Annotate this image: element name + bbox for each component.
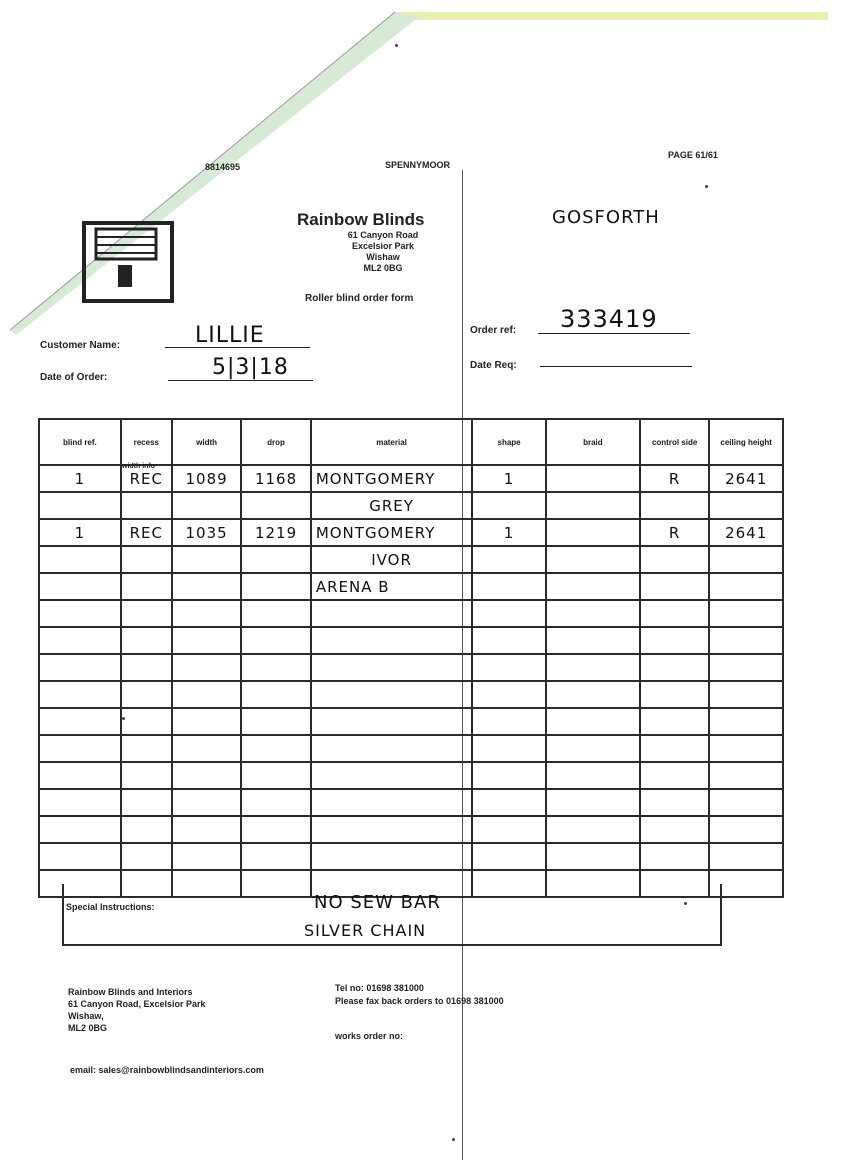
cell-control-side — [640, 573, 709, 600]
cell-width — [172, 573, 241, 600]
cell-shape: 1 — [472, 519, 546, 546]
footer-tel: Tel no: 01698 381000 — [335, 983, 424, 993]
cell-braid — [546, 681, 640, 708]
cell-material — [311, 762, 472, 789]
col-material: material — [311, 419, 472, 465]
cell-recess — [121, 762, 172, 789]
cell-material: MONTGOMERY — [311, 465, 472, 492]
cell-ceiling-height — [709, 816, 783, 843]
cell-ceiling-height — [709, 789, 783, 816]
cell-material — [311, 843, 472, 870]
cell-drop — [241, 681, 310, 708]
location-text: SPENNYMOOR — [385, 160, 451, 170]
col-braid: braid — [546, 419, 640, 465]
table-row — [39, 816, 783, 843]
cell-control-side — [640, 762, 709, 789]
cell-braid — [546, 492, 640, 519]
special-instructions-box — [62, 884, 722, 946]
form-title: Roller blind order form — [305, 293, 414, 304]
table-row — [39, 627, 783, 654]
cell-material: MONTGOMERY — [311, 519, 472, 546]
cell-control-side: R — [640, 465, 709, 492]
footer-company — [68, 986, 206, 1034]
cell-drop — [241, 789, 310, 816]
cell-braid — [546, 600, 640, 627]
cell-material — [311, 708, 472, 735]
scan-speck — [452, 1138, 455, 1141]
col-recess: recess — [121, 419, 172, 465]
cell-width — [172, 654, 241, 681]
cell-ceiling-height — [709, 600, 783, 627]
cell-blind-ref: 1 — [39, 519, 121, 546]
cell-blind-ref — [39, 681, 121, 708]
cell-shape — [472, 492, 546, 519]
cell-width — [172, 492, 241, 519]
cell-braid — [546, 843, 640, 870]
table-row — [39, 546, 783, 573]
cell-control-side — [640, 735, 709, 762]
cell-braid — [546, 708, 640, 735]
table-row — [39, 735, 783, 762]
cell-control-side — [640, 546, 709, 573]
cell-blind-ref: 1 — [39, 465, 121, 492]
table-row — [39, 654, 783, 681]
cell-ceiling-height — [709, 546, 783, 573]
cell-recess — [121, 546, 172, 573]
cell-width — [172, 816, 241, 843]
footer-line: Rainbow Blinds and Interiors — [68, 987, 193, 997]
cell-blind-ref — [39, 735, 121, 762]
cell-width — [172, 708, 241, 735]
cell-drop — [241, 735, 310, 762]
cell-blind-ref — [39, 762, 121, 789]
cell-ceiling-height — [709, 708, 783, 735]
cell-blind-ref — [39, 546, 121, 573]
cell-width — [172, 735, 241, 762]
table-body — [39, 465, 783, 897]
scan-speck — [705, 185, 708, 188]
order-ref-line — [538, 333, 690, 334]
address-line: ML2 0BG — [363, 263, 403, 273]
cell-recess — [121, 627, 172, 654]
cell-control-side — [640, 654, 709, 681]
cell-recess — [121, 573, 172, 600]
cell-control-side — [640, 816, 709, 843]
cell-braid — [546, 735, 640, 762]
address-line: Excelsior Park — [351, 241, 415, 251]
cell-braid — [546, 816, 640, 843]
cell-control-side — [640, 708, 709, 735]
cell-recess — [121, 654, 172, 681]
customer-name-value: LILLIE — [195, 323, 265, 348]
cell-control-side — [640, 843, 709, 870]
footer-email: email: sales@rainbowblindsandinteriors.com — [70, 1065, 264, 1075]
date-of-order-line — [168, 380, 313, 381]
special-instructions-label: Special Instructions: — [66, 902, 155, 912]
width-info-subheader: width info — [122, 463, 156, 470]
phone-partial: 8814695 — [205, 162, 241, 172]
cell-blind-ref — [39, 789, 121, 816]
cell-recess — [121, 600, 172, 627]
cell-control-side — [640, 627, 709, 654]
cell-shape — [472, 789, 546, 816]
cell-shape: 1 — [472, 465, 546, 492]
date-req-line — [540, 366, 692, 367]
footer-line: 61 Canyon Road, Excelsior Park — [68, 999, 206, 1009]
order-table — [38, 418, 784, 898]
cell-width — [172, 762, 241, 789]
cell-shape — [472, 762, 546, 789]
table-row — [39, 762, 783, 789]
branch-handwritten: GOSFORTH — [552, 207, 660, 228]
cell-braid — [546, 789, 640, 816]
cell-material — [311, 735, 472, 762]
cell-blind-ref — [39, 816, 121, 843]
order-ref-label: Order ref: — [470, 325, 517, 336]
cell-braid — [546, 762, 640, 789]
col-blind-ref: blind ref. — [39, 419, 121, 465]
cell-ceiling-height — [709, 627, 783, 654]
cell-width — [172, 546, 241, 573]
cell-width — [172, 789, 241, 816]
cell-recess — [121, 681, 172, 708]
cell-drop — [241, 627, 310, 654]
cell-material — [311, 627, 472, 654]
cell-drop — [241, 816, 310, 843]
cell-material: IVOR — [311, 546, 472, 573]
cell-width — [172, 627, 241, 654]
cell-shape — [472, 708, 546, 735]
address-line: 61 Canyon Road — [347, 230, 419, 240]
cell-shape — [472, 681, 546, 708]
cell-recess — [121, 492, 172, 519]
table-row — [39, 789, 783, 816]
cell-material — [311, 681, 472, 708]
date-of-order-value: 5|3|18 — [212, 355, 289, 380]
date-of-order-label: Date of Order: — [40, 372, 108, 383]
cell-ceiling-height — [709, 681, 783, 708]
cell-drop: 1219 — [241, 519, 310, 546]
table-row — [39, 681, 783, 708]
footer-line: Wishaw, — [68, 1011, 104, 1021]
cell-control-side — [640, 600, 709, 627]
cell-material — [311, 654, 472, 681]
cell-control-side — [640, 492, 709, 519]
cell-material — [311, 816, 472, 843]
table-row — [39, 492, 783, 519]
cell-control-side — [640, 789, 709, 816]
cell-recess — [121, 789, 172, 816]
special-line-1: NO SEW BAR — [314, 892, 441, 913]
footer-line: ML2 0BG — [68, 1023, 108, 1033]
scan-speck — [395, 44, 398, 47]
cell-ceiling-height — [709, 573, 783, 600]
scan-speck — [684, 902, 687, 905]
cell-blind-ref — [39, 627, 121, 654]
cell-shape — [472, 816, 546, 843]
cell-recess — [121, 843, 172, 870]
cell-shape — [472, 735, 546, 762]
cell-drop — [241, 600, 310, 627]
col-width: width — [172, 419, 241, 465]
table-row — [39, 600, 783, 627]
scan-speck — [122, 717, 125, 720]
cell-width: 1035 — [172, 519, 241, 546]
company-address — [318, 230, 448, 274]
table-row — [39, 519, 783, 546]
customer-name-line — [165, 347, 310, 348]
cell-ceiling-height — [709, 762, 783, 789]
cell-shape — [472, 546, 546, 573]
cell-width: 1089 — [172, 465, 241, 492]
logo-icon — [78, 215, 178, 305]
cell-control-side: R — [640, 519, 709, 546]
page-ref: PAGE 61/61 — [668, 150, 718, 160]
cell-drop — [241, 708, 310, 735]
cell-drop — [241, 654, 310, 681]
cell-recess: REC — [121, 519, 172, 546]
footer-fax: Please fax back orders to 01698 381000 — [335, 996, 504, 1006]
cell-braid — [546, 573, 640, 600]
cell-braid — [546, 654, 640, 681]
order-ref-value: 333419 — [560, 305, 658, 333]
company-name: Rainbow Blinds — [297, 210, 425, 229]
cell-blind-ref — [39, 843, 121, 870]
cell-blind-ref — [39, 492, 121, 519]
col-shape: shape — [472, 419, 546, 465]
cell-drop — [241, 573, 310, 600]
cell-width — [172, 843, 241, 870]
cell-ceiling-height: 2641 — [709, 519, 783, 546]
col-ceiling-height: ceiling height — [709, 419, 783, 465]
cell-shape — [472, 627, 546, 654]
cell-blind-ref — [39, 708, 121, 735]
col-drop: drop — [241, 419, 310, 465]
cell-shape — [472, 654, 546, 681]
cell-recess — [121, 816, 172, 843]
cell-width — [172, 600, 241, 627]
cell-drop — [241, 843, 310, 870]
cell-braid — [546, 465, 640, 492]
cell-braid — [546, 519, 640, 546]
cell-shape — [472, 600, 546, 627]
special-line-2: SILVER CHAIN — [304, 921, 427, 940]
cell-blind-ref — [39, 600, 121, 627]
table-header-row — [39, 419, 783, 465]
cell-braid — [546, 627, 640, 654]
cell-drop — [241, 762, 310, 789]
cell-blind-ref — [39, 654, 121, 681]
cell-ceiling-height — [709, 492, 783, 519]
cell-material: GREY — [311, 492, 472, 519]
cell-ceiling-height — [709, 654, 783, 681]
cell-shape — [472, 573, 546, 600]
works-order-label: works order no: — [335, 1031, 404, 1041]
cell-drop: 1168 — [241, 465, 310, 492]
cell-material — [311, 600, 472, 627]
cell-drop — [241, 492, 310, 519]
cell-braid — [546, 546, 640, 573]
cell-recess — [121, 708, 172, 735]
cell-drop — [241, 546, 310, 573]
cell-recess: REC — [121, 465, 172, 492]
cell-control-side — [640, 681, 709, 708]
table-row — [39, 843, 783, 870]
cell-width — [172, 681, 241, 708]
cell-material: ARENA B — [311, 573, 472, 600]
cell-ceiling-height — [709, 735, 783, 762]
table-row — [39, 573, 783, 600]
date-req-label: Date Req: — [470, 360, 517, 371]
cell-blind-ref — [39, 573, 121, 600]
address-line: Wishaw — [366, 252, 400, 262]
table-row — [39, 708, 783, 735]
col-control-side: control side — [640, 419, 709, 465]
cell-recess — [121, 735, 172, 762]
cell-material — [311, 789, 472, 816]
customer-name-label: Customer Name: — [40, 340, 121, 351]
cell-shape — [472, 843, 546, 870]
cell-ceiling-height: 2641 — [709, 465, 783, 492]
cell-ceiling-height — [709, 843, 783, 870]
